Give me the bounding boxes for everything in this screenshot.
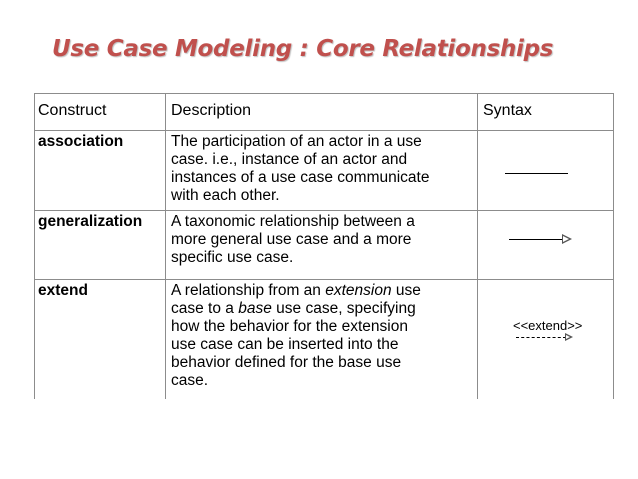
column-divider	[477, 94, 478, 399]
table-header-row	[35, 94, 613, 131]
relationships-table	[34, 93, 614, 399]
description-line: A relationship from an extension use	[171, 282, 421, 299]
description-line: A taxonomic relationship between a	[171, 213, 415, 230]
description-line: The participation of an actor in a use	[171, 133, 422, 150]
description-line: with each other.	[171, 187, 280, 204]
description-line: case. i.e., instance of an actor and	[171, 151, 408, 168]
construct-description	[171, 213, 471, 267]
construct-name: association	[38, 133, 124, 150]
description-line: use case can be inserted into the	[171, 336, 399, 353]
header-syntax: Syntax	[483, 102, 532, 119]
construct-name: generalization	[38, 213, 143, 230]
header-construct: Construct	[38, 102, 107, 119]
header-description: Description	[171, 102, 252, 119]
description-line: specific use case.	[171, 249, 294, 266]
column-divider	[165, 94, 166, 399]
description-line: case to a base use case, specifying	[171, 300, 416, 317]
description-line: behavior defined for the base use	[171, 354, 402, 371]
extend-stereotype-label: <<extend>>	[513, 318, 583, 333]
table-row-generalization	[35, 211, 613, 280]
table-row-extend	[35, 280, 613, 399]
description-line: instances of a use case communicate	[171, 169, 430, 186]
construct-name: extend	[38, 282, 88, 299]
construct-description	[171, 282, 471, 390]
table-row-association	[35, 131, 613, 211]
construct-description	[171, 133, 471, 205]
slide-title: Use Case Modeling : Core Relationships	[52, 36, 554, 62]
description-line: how the behavior for the extension	[171, 318, 408, 335]
description-line: more general use case and a more	[171, 231, 412, 248]
description-line: case.	[171, 372, 209, 389]
solid-line-icon	[505, 173, 568, 174]
